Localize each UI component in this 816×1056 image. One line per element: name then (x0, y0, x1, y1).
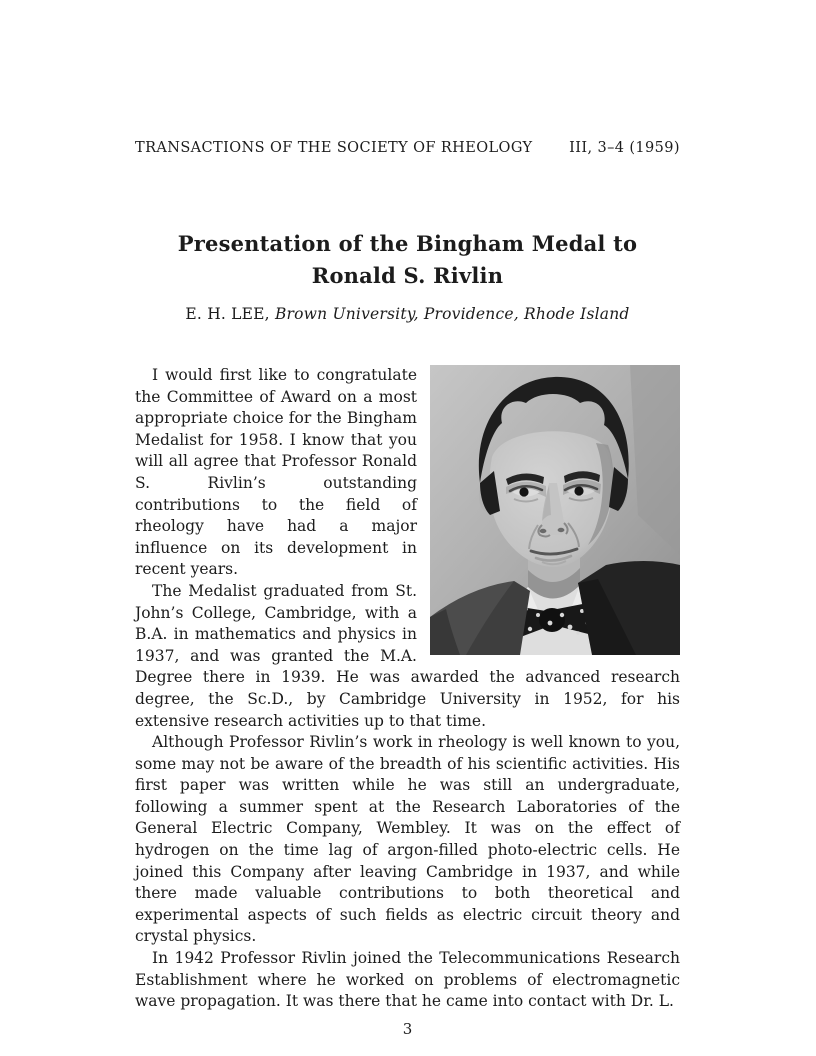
author-affiliation: Brown University, Providence, Rhode Island (274, 305, 630, 323)
running-head (135, 140, 680, 156)
portrait-illustration (430, 365, 680, 655)
rivlin-portrait-photo (430, 365, 680, 655)
paragraph-1: I would first like to congratulate the Committee of Award on a most appropriate choice for the Bingham Medalist for 1958. I know that you will all agree that Professor Ronald S. Rivlin’s outstanding contributions to the field of rheology have had a major influence on its development in recent years. (135, 366, 417, 579)
article-title-line2: Ronald S. Rivlin (311, 263, 504, 288)
page-number: 3 (402, 1019, 413, 1038)
article-body (135, 365, 680, 1040)
article-title-line1: Presentation of the Bingham Medal to (177, 231, 638, 256)
byline (135, 305, 680, 323)
paragraph-3: Although Professor Rivlin’s work in rheology is well known to you, some may not be aware of the breadth of his scientific activities. His first paper was written while he was still an undergraduate, following a summer spent at the Research Laboratories of the General Electric Company, Wembley. It was on the effect of hydrogen on the time lag of argon-filled photo-electric cells. He joined this Company after leaving Cambridge in 1937, and while there made valuable contributions to both theoretical and experimental aspects of such fields as electric circuit theory and crystal physics. (135, 733, 680, 946)
author-name: E. H. LEE, (185, 305, 270, 323)
volume-issue: III, 3–4 (1959) (569, 140, 680, 156)
page-content (135, 140, 680, 1040)
paragraph-2: The Medalist graduated from St. John’s College, Cambridge, with a B.A. in mathematics and physics in 1937, and was granted the M.A. Degree there in 1939. He was awarded the advanced research degree, the Sc.D., by Cambridge University in 1952, for his extensive research activities up to that time. (135, 581, 680, 730)
article-title (135, 228, 680, 292)
journal-name: TRANSACTIONS OF THE SOCIETY OF RHEOLOGY (135, 140, 533, 156)
paragraph-4: In 1942 Professor Rivlin joined the Telecommunications Research Establishment where he worked on problems of electromagnetic wave propagation. It was there that he came into contact with Dr. L. (135, 949, 680, 1011)
